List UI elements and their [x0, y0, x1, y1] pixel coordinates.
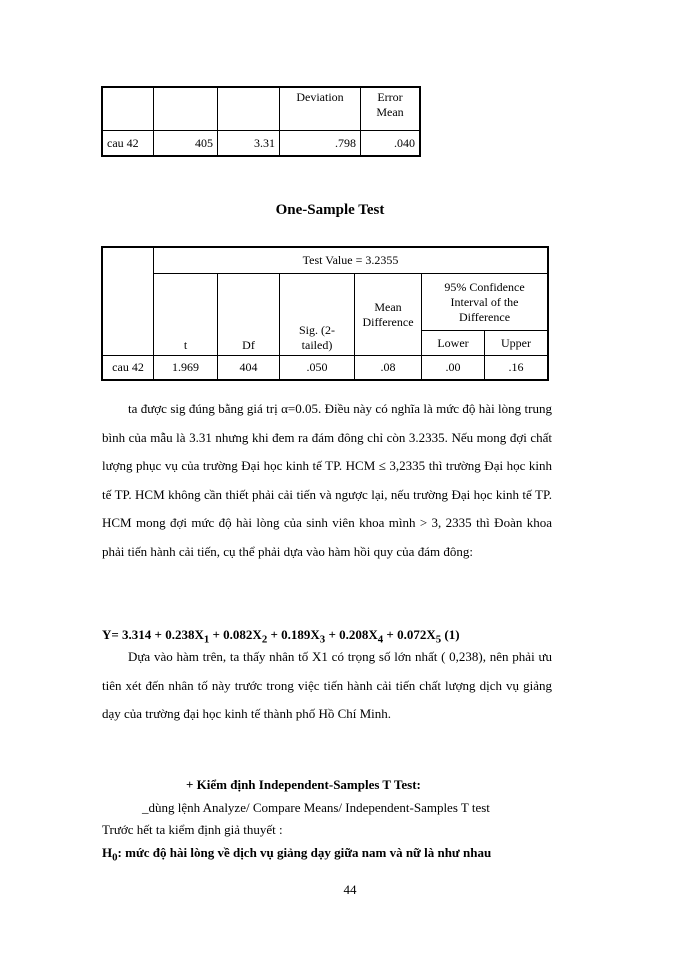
formula-prefix: Y= 3.314 + 0.238X	[102, 627, 204, 642]
one-sample-statistics-table	[102, 87, 420, 156]
formula-term-3: + 0.189X	[267, 627, 320, 642]
header-error-line2: Mean	[376, 105, 404, 119]
formula-sub-3: 3	[319, 633, 326, 646]
cell-upper: .16	[485, 356, 548, 380]
formula-sub-4: 4	[377, 633, 384, 646]
row-label: cau 42	[103, 356, 154, 380]
header-error-line1: Error	[377, 90, 403, 104]
test-value-header: Test Value = 3.2355	[154, 248, 548, 274]
formula-term-5: + 0.072X	[383, 627, 436, 642]
row-label: cau 42	[103, 131, 154, 156]
formula-sub-1: 1	[203, 633, 210, 646]
hypothesis-subscript: 0	[112, 851, 118, 864]
cell-mean-difference: .08	[355, 356, 422, 380]
stub-cell	[103, 248, 154, 356]
formula-term-4: + 0.208X	[325, 627, 378, 642]
section-heading: + Kiểm định Independent-Samples T Test:	[186, 777, 421, 792]
ci-header-row	[103, 274, 548, 331]
hypothesis-letter: H	[102, 845, 113, 860]
col-lower: Lower	[422, 331, 485, 356]
header-cell-error-mean	[361, 88, 420, 131]
header-cell-deviation: Deviation	[280, 88, 361, 131]
col-mean-difference: Mean Difference	[355, 274, 422, 356]
paragraph-conclusion: Dựa vào hàm trên, ta thấy nhân tố X1 có trọng số lớn nhất ( 0,238), nên phải ưu tiên xét đến nhân tố này trước trong việc tiến hành cải tiến chất lượng dịch vụ giảng dạy của trường đại học kinh tế thành phố Hồ Chí Minh.	[102, 649, 552, 721]
hypothesis-intro: Trước hết ta kiểm định giả thuyết :	[102, 822, 283, 837]
ci-header: 95% Confidence Interval of the Difference	[422, 274, 548, 331]
col-t: t	[154, 274, 218, 356]
cell-std-deviation: .798	[280, 131, 361, 156]
table-row	[103, 356, 548, 380]
col-sig: Sig. (2-tailed)	[280, 274, 355, 356]
formula-term-2: + 0.082X	[209, 627, 262, 642]
col-upper: Upper	[485, 331, 548, 356]
cell-t: 1.969	[154, 356, 218, 380]
one-sample-test-table	[102, 247, 548, 380]
formula-sub-2: 2	[261, 633, 268, 646]
hypothesis-text: : mức độ hài lòng về dịch vụ giảng dạy giữa nam và nữ là như nhau	[117, 845, 492, 860]
page-number: 44	[343, 882, 357, 897]
table-row	[103, 131, 420, 156]
header-cell	[154, 88, 218, 131]
hypothesis-h0	[102, 845, 491, 864]
cell-mean: 3.31	[218, 131, 280, 156]
paragraph-interpretation: ta được sig đúng bằng giá trị α=0.05. Điều này có nghĩa là mức độ hài lòng trung bình của mẫu là 3.31 nhưng khi đem ra đám đông chỉ còn 3.2335. Nếu mong đợi chất lượng phục vụ của trường Đại học kinh tế TP. HCM ≤ 3,2335 thì trường Đại học kinh tế TP. HCM không cần thiết phải cải tiến và ngược lại, nếu trường Đại học kinh tế TP. HCM mong đợi mức độ hài lòng của sinh viên khoa mình > 3, 2335 thì Đoàn khoa phải tiến hành cải tiến, cụ thể phải dựa vào hàm hồi quy của đám đông:	[102, 401, 552, 559]
cell-std-error-mean: .040	[361, 131, 420, 156]
col-df: Df	[218, 274, 280, 356]
table-header-row	[103, 88, 420, 131]
cell-n: 405	[154, 131, 218, 156]
formula-suffix: (1)	[441, 627, 460, 642]
formula-sub-5: 5	[435, 633, 442, 646]
command-line: _dùng lệnh Analyze/ Compare Means/ Independent-Samples T test	[142, 800, 490, 815]
cell-lower: .00	[422, 356, 485, 380]
test-value-row	[103, 248, 548, 274]
header-cell	[103, 88, 154, 131]
cell-sig: .050	[280, 356, 355, 380]
table-title: One-Sample Test	[275, 202, 385, 218]
header-cell	[218, 88, 280, 131]
cell-df: 404	[218, 356, 280, 380]
